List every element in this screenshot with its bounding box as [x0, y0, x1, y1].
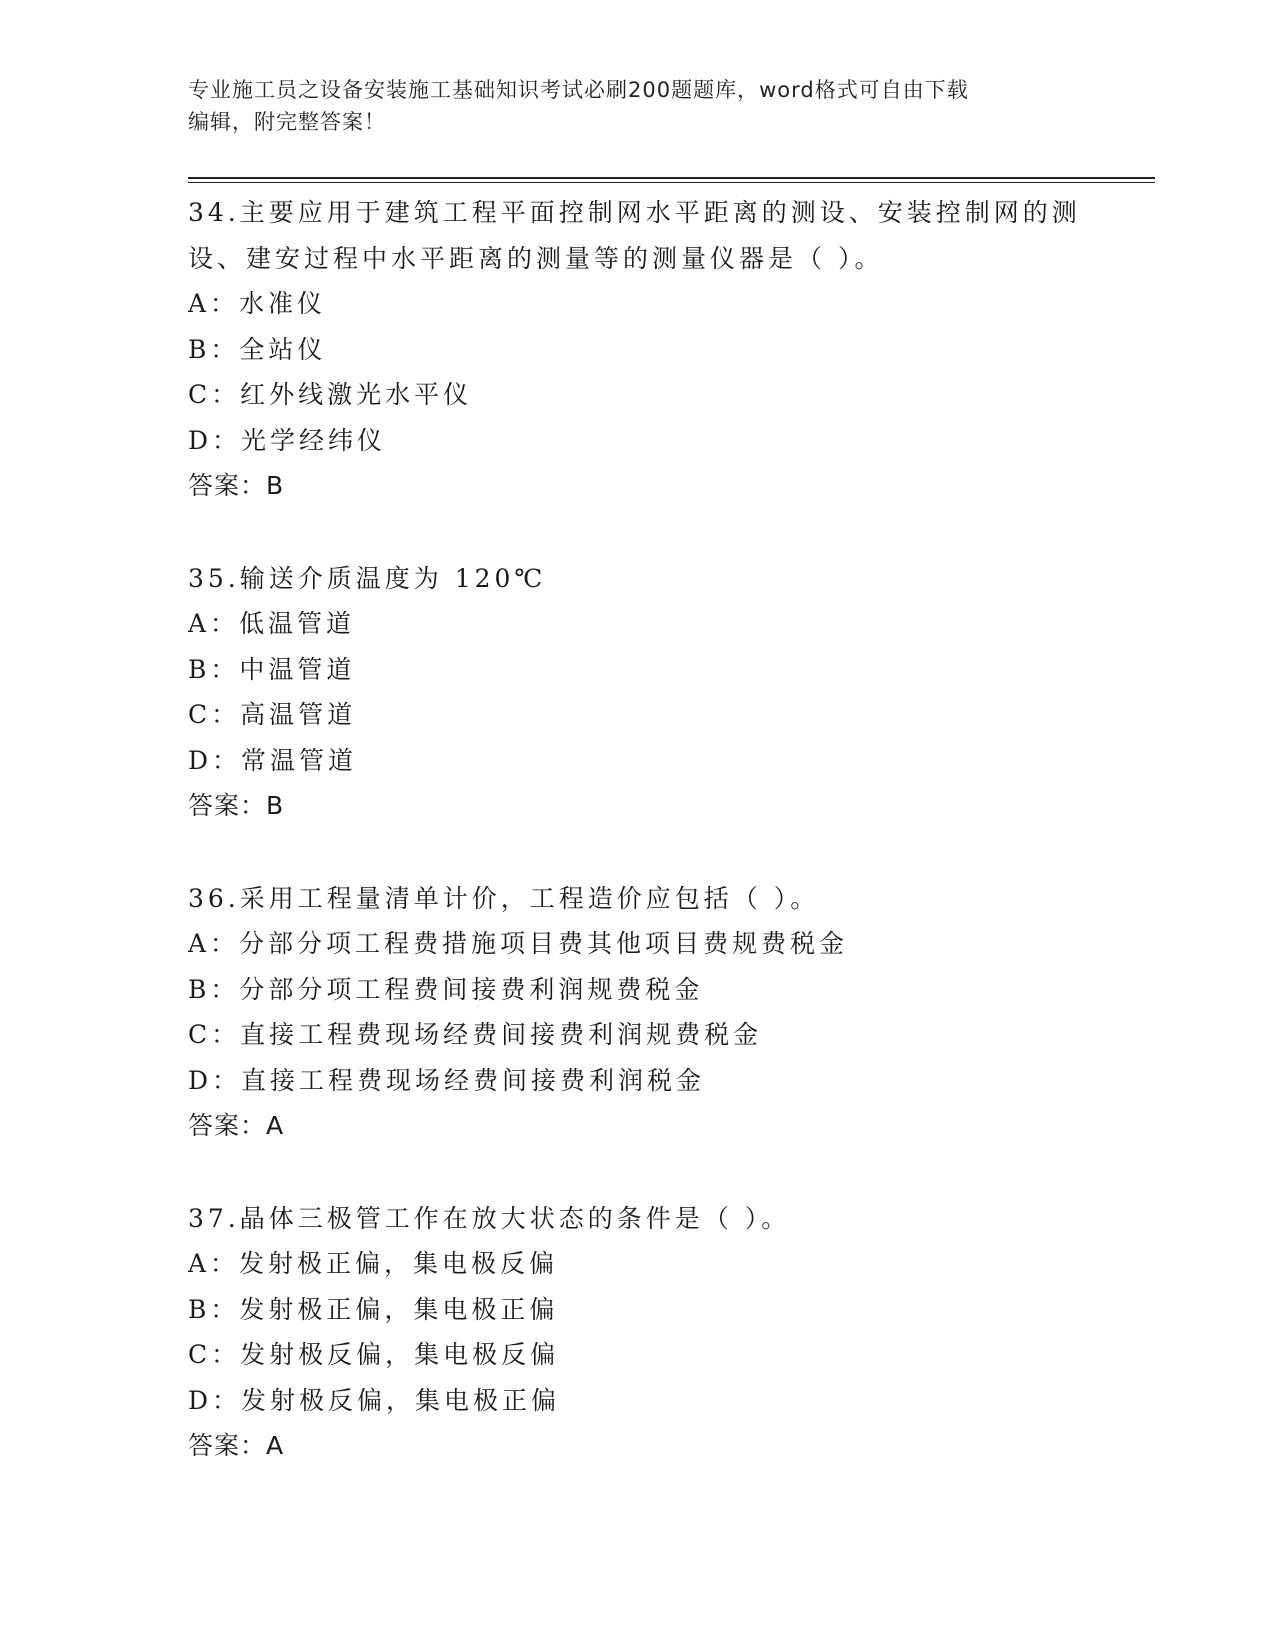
answer-label: 答案：A: [188, 1431, 285, 1460]
header-line-1: 专业施工员之设备安装施工基础知识考试必刷200题题库，word格式可自由下载: [188, 78, 969, 102]
question-37: [188, 1196, 1088, 1469]
option-b: B：发射极正偏，集电极正偏: [188, 1294, 559, 1324]
question-36: [188, 876, 1088, 1149]
option-b: B：全站仪: [188, 334, 327, 364]
answer-label: 答案：B: [188, 791, 285, 820]
option-d: D：直接工程费现场经费间接费利润税金: [188, 1065, 706, 1095]
header-line-2: 编辑，附完整答案！: [188, 110, 386, 134]
option-c: C：直接工程费现场经费间接费利润规费税金: [188, 1020, 763, 1049]
option-b: B：中温管道: [188, 654, 356, 684]
question-35: [188, 556, 1088, 829]
question-stem-line: 37.晶体三极管工作在放大状态的条件是（ ）。: [188, 1203, 791, 1233]
answer-label: 答案：B: [188, 471, 285, 500]
document-header: [188, 74, 1088, 138]
option-d: D：常温管道: [188, 745, 358, 775]
option-a: A：低温管道: [188, 609, 356, 638]
option-d: D：光学经纬仪: [188, 425, 387, 455]
option-a: A：分部分项工程费措施项目费其他项目费规费税金: [188, 929, 849, 958]
option-d: D：发射极反偏，集电极正偏: [188, 1385, 561, 1415]
answer-label: 答案：A: [188, 1111, 285, 1140]
option-a: A：水准仪: [188, 289, 327, 318]
option-c: C：发射极反偏，集电极反偏: [188, 1340, 560, 1369]
option-c: C：红外线激光水平仪: [188, 380, 473, 409]
question-34: [188, 190, 1088, 509]
option-a: A：发射极正偏，集电极反偏: [188, 1249, 559, 1278]
header-divider-thick: [188, 177, 1155, 179]
header-divider-thin: [188, 182, 1155, 183]
question-stem-line: 设、建安过程中水平距离的测量等的测量仪器是（ ）。: [188, 243, 884, 273]
question-stem-line: 34.主要应用于建筑工程平面控制网水平距离的测设、安装控制网的测: [188, 198, 1081, 227]
question-stem-line: 36.采用工程量清单计价，工程造价应包括（ ）。: [188, 883, 820, 913]
question-list: [188, 190, 1088, 1469]
option-b: B：分部分项工程费间接费利润规费税金: [188, 974, 704, 1004]
question-stem-line: 35.输送介质温度为 120℃: [188, 563, 547, 593]
option-c: C：高温管道: [188, 700, 357, 729]
